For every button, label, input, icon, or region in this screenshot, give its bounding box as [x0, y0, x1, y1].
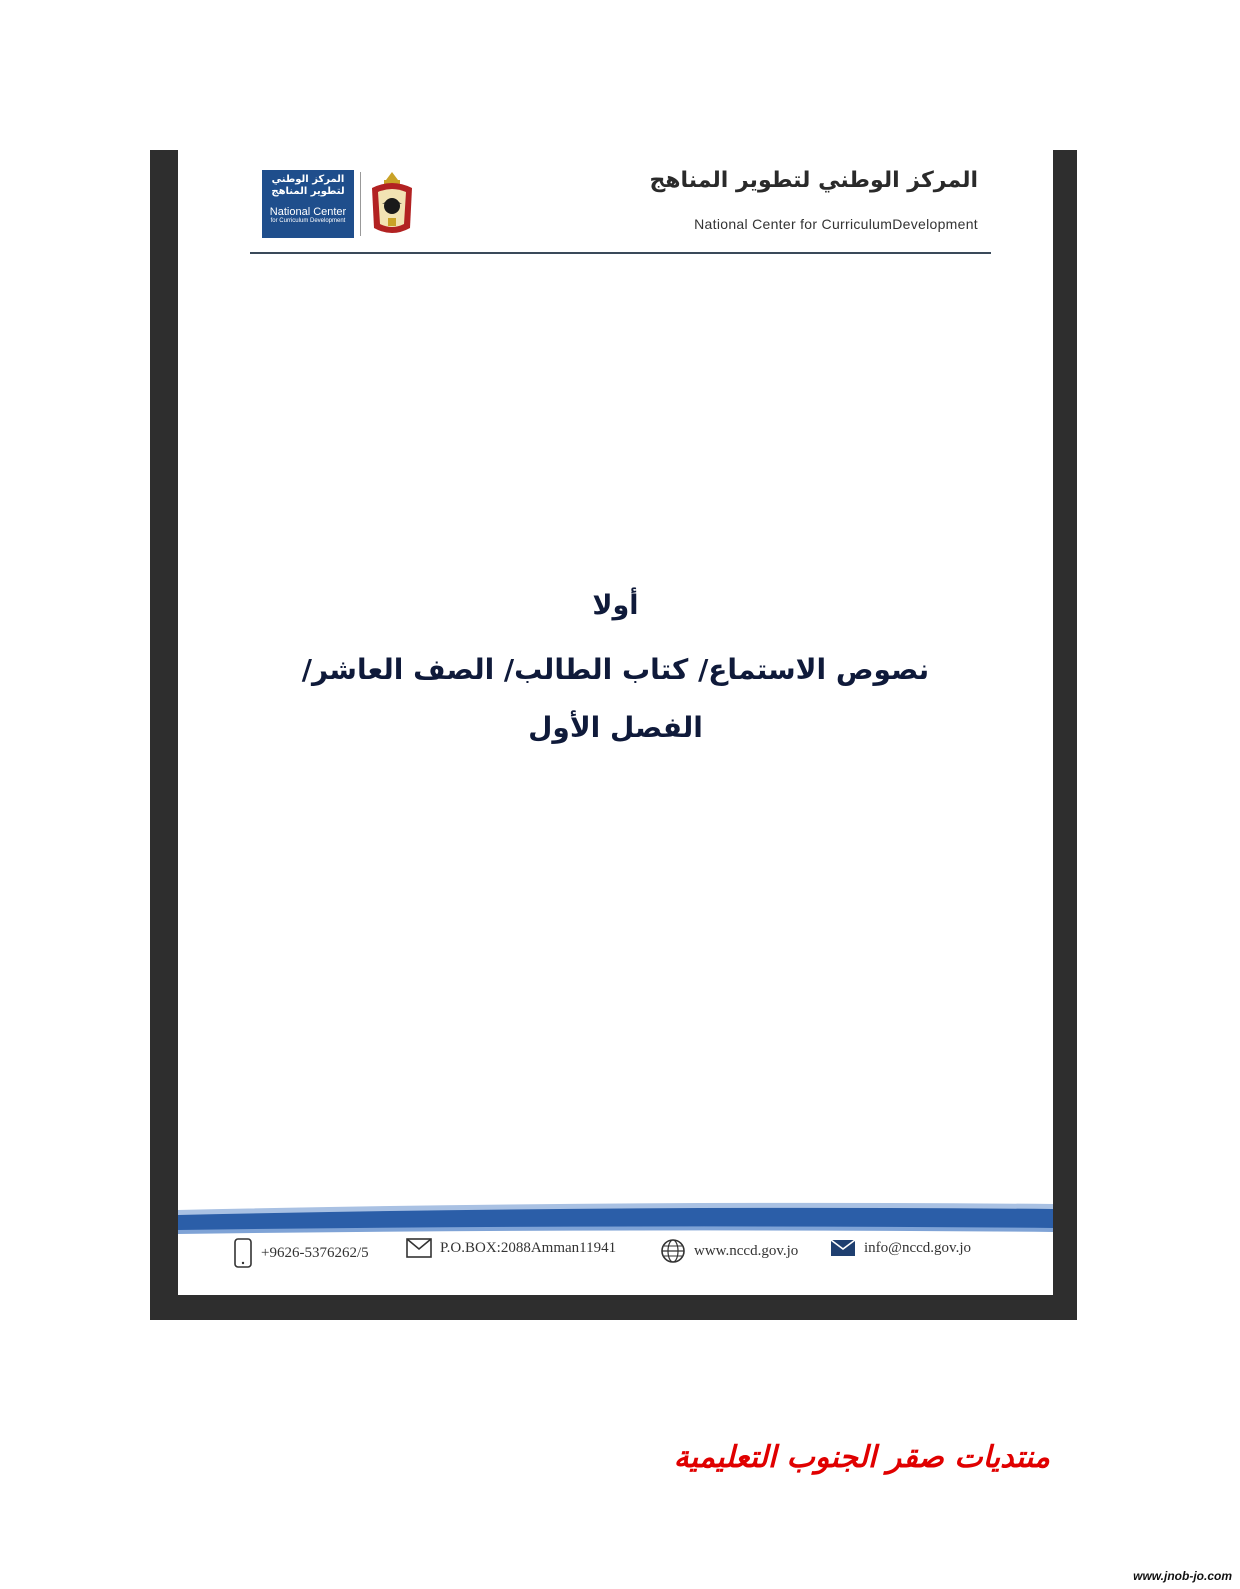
header-divider [250, 252, 991, 254]
envelope-filled-icon [830, 1238, 856, 1258]
section-heading: أولا [592, 590, 639, 621]
phone-icon [233, 1238, 253, 1268]
title-block [178, 590, 1053, 775]
website-link[interactable]: www.nccd.gov.jo [694, 1242, 799, 1259]
document-page [178, 150, 1053, 1295]
org-name-english: National Center for CurriculumDevelopment [694, 216, 978, 232]
pobox-contact [406, 1238, 616, 1258]
jordan-crest-icon [364, 168, 420, 240]
phone-contact [233, 1238, 369, 1268]
email-link[interactable]: info@nccd.gov.jo [864, 1239, 971, 1256]
contact-footer [178, 1238, 1053, 1268]
envelope-outline-icon [406, 1238, 432, 1258]
globe-icon [660, 1238, 686, 1264]
email-contact [830, 1238, 971, 1258]
nccd-logo: المركز الوطني لتطوير المناهج National Center for Curriculum Development [262, 170, 354, 238]
phone-number: +9626-5376262/5 [261, 1244, 369, 1261]
org-name-arabic: المركز الوطني لتطوير المناهج [649, 168, 978, 193]
po-box: P.O.BOX:2088Amman11941 [440, 1239, 617, 1256]
document-title: نصوص الاستماع/ كتاب الطالب/ الصف العاشر/ الفصل الأول [301, 653, 930, 744]
logo-separator [360, 172, 361, 236]
forum-watermark: منتديات صقر الجنوب التعليمية [673, 1440, 1050, 1475]
footer-wave [178, 1200, 1053, 1236]
site-url[interactable]: www.jnob-jo.com [1133, 1569, 1232, 1583]
website-contact [660, 1238, 798, 1264]
